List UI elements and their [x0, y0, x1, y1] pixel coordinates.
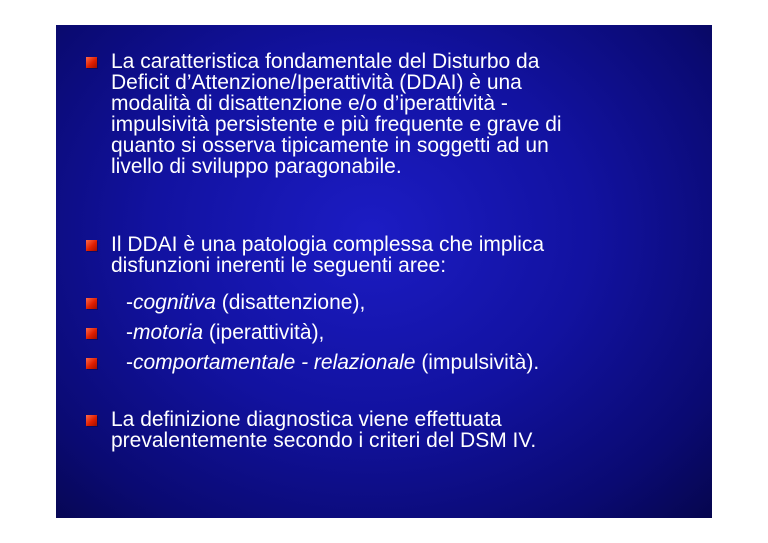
slide-content: [56, 25, 712, 518]
sub-item-prefix: -: [126, 351, 133, 374]
red-square-bullet-icon: [86, 240, 97, 251]
sub-item-text: [126, 322, 712, 343]
sub-item-term: comportamentale - relazionale: [133, 351, 416, 374]
red-square-bullet-icon: [86, 358, 97, 369]
sub-item-suffix: (disattenzione),: [215, 291, 366, 314]
sub-item-prefix: -: [126, 321, 133, 344]
text-line: prevalentemente secondo i criteri del DSM IV.: [111, 429, 537, 452]
sub-item-term: cognitiva: [133, 291, 216, 314]
paragraph-diagnosis: [111, 409, 711, 451]
paragraph-definition: [111, 51, 711, 177]
sub-item-prefix: -: [126, 291, 133, 314]
text-line: La caratteristica fondamentale del Disturbo da: [111, 50, 540, 73]
sub-item-text: [126, 352, 712, 373]
text-line: livello di sviluppo paragonabile.: [111, 155, 402, 178]
red-square-bullet-icon: [86, 298, 97, 309]
text-line: modalità di disattenzione e/o d’iperattività -: [111, 92, 508, 115]
sub-item-term: motoria: [133, 321, 204, 344]
sub-item-suffix: (iperattività),: [203, 321, 325, 344]
red-square-bullet-icon: [86, 415, 97, 426]
text-line: impulsività persistente e più frequente e grave di: [111, 113, 562, 136]
text-line: Il DDAI è una patologia complessa che implica: [111, 233, 545, 256]
paragraph-complexity: [111, 234, 711, 276]
sub-item-suffix: (impulsività).: [415, 351, 540, 374]
text-line: Deficit d’Attenzione/Iperattività (DDAI) è una: [111, 71, 522, 94]
text-line: quanto si osserva tipicamente in soggetti ad un: [111, 134, 549, 157]
sub-item-text: [126, 292, 712, 313]
red-square-bullet-icon: [86, 57, 97, 68]
red-square-bullet-icon: [86, 328, 97, 339]
text-line: disfunzioni inerenti le seguenti aree:: [111, 254, 447, 277]
text-line: La definizione diagnostica viene effettuata: [111, 408, 502, 431]
slide: [56, 25, 712, 518]
